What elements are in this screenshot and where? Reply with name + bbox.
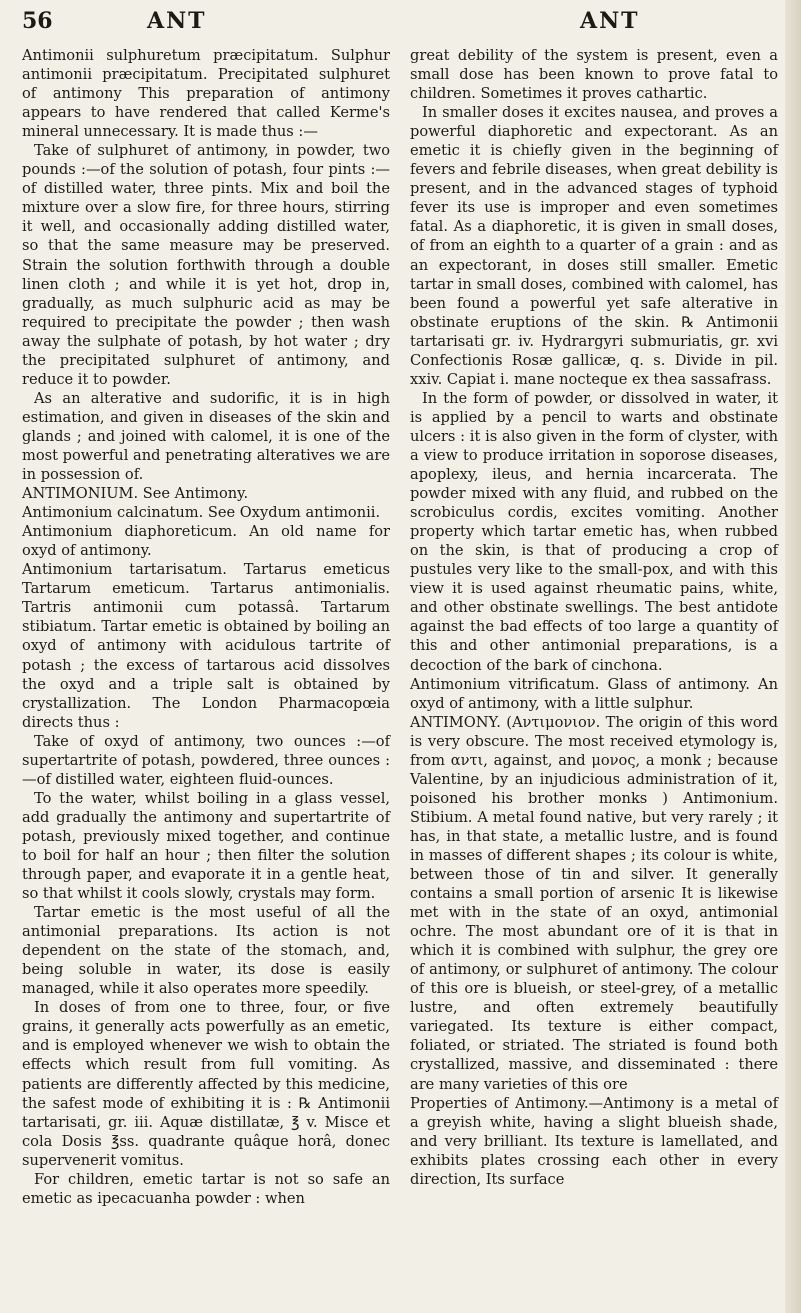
recipe-sulphuret: Take of sulphuret of antimony, in powder, two pounds :—of the solution of potash, four pints :—of distilled water, three pints. Mix and boil the mixture over a slow fire, for three hours, stirring it well, and occasionally adding distilled water, so that the same measure may be preserved. Strain the solution forthwith through a double linen cloth ; and while it is yet hot, drop in, gradually, as much sulphuric acid as may be required to precipitate the powder ; then wash away the sulphate of potash, by hot water ; dry the precipitated sulphuret of antimony, and reduce it to powder. [22,142,390,388]
entry-antimonium-tartarisatum: Antimonium tartarisatum. Tartarus emeticus Tartarum emeticum. Tartarus antimonialis. Tartris antimonii cum potassâ. Tartarum stibiatum. Tartar emetic is obtained by boiling an oxyd of antimony with acidulous tartrite of potash ; the excess of tartarous acid dissolves the oxyd and a triple salt is obtained by crystallization. The London Pharmacopœia directs thus : [22,561,390,731]
paragraph-preparation: To the water, whilst boiling in a glass vessel, add gradually the antimony and supertartrite of potash, previously mixed together, and continue to boil for half an hour ; then filter the solution through paper, and evaporate it in a gentle heat, so that whilst it cools slowly, crystals may form. [22,789,390,903]
entry-antimony: ANTIMONY. (Αντιμονιον. The origin of this word is very obscure. The most received etymology is, from αντι, against, and μονος, a monk ; because Valentine, by an injudicious administration of it, poisoned his brother monks ) Antimonium. Stibium. A metal found native, but very rarely ; it has, in that state, a metallic lustre, and is found in masses of different shapes ; its colour is white, between those of tin and silver. It generally contains a small portion of arsenic It is likewise met with in the state of an oxyd, antimonial ochre. The most abundant ore of it is that in which it is combined with sulphur, the grey ore of antimony, or sulphuret of antimony. The colour of this ore is blueish, or steel-grey, of a metallic lustre, and often extremely beautifully variegated. Its texture is either compact, foliated, or striated. The striated is found both crystallized, massive, and disseminated : there are many varieties of this ore [410,713,778,1093]
entry-antimonium-diaphoreticum: Antimonium diaphoreticum. An old name for oxyd of antimony. [22,523,390,560]
paragraph-alterative: As an alterative and sudorific, it is in high estimation, and given in diseases of the skin and glands ; and joined with calomel, it is one of the most powerful and penetrating alteratives we are in possession of. [22,389,390,484]
entry-antimonium: ANTIMONIUM. See Antimony. [22,485,249,503]
page-number: 56 [22,8,53,34]
left-running-head: ANT [147,8,207,34]
paragraph-children: For children, emetic tartar is not so safe an emetic as ipecacuanha powder : when [22,1170,390,1207]
paragraph-usefulness: Tartar emetic is the most useful of all the antimonial preparations. Its action is not dependent on the state of the stomach, and, being soluble in water, its dose is easily managed, while it also operates more speedily. [22,904,390,998]
paragraph-properties: Properties of Antimony.—Antimony is a metal of a greyish white, having a slight blueish shade, and very brilliant. Its texture is lamellated, and exhibits plates crossing each other in every direction, Its surface [410,1094,778,1188]
paragraph-debility: great debility of the system is present, even a small dose has been known to prove fatal to children. Sometimes it proves cathartic. [410,47,778,103]
paragraph-doses: In doses of from one to three, four, or five grains, it generally acts powerfully as an emetic, and is employed whenever we wish to obtain the effects which result from full vomiting. As patients are differently affected by this medicine, the safest mode of exhibiting it is : ℞ Antimonii tartarisati, gr. iii. Aquæ distillatæ, ℥ v. Misce et cola Dosis ℥ss. quadrante quâque horâ, donec supervenerit vomitus. [22,999,390,1169]
left-column [22,46,390,1208]
paragraph-powder-form: In the form of powder, or dissolved in water, it is applied by a pencil to warts and obstinate ulcers : it is also given in the form of clyster, with a view to produce irritation in soporose diseases, apoplexy, ileus, and hernia incarcerata. The powder mixed with any fluid, and rubbed on the scrobiculus cordis, excites vomiting. Another property which tartar emetic has, when rubbed on the skin, is that of producing a crop of pustules very like to the small-pox, and with this view it is used against rheumatic pains, white, and other obstinate swellings. The best antidote against the bad effects of too large a quantity of this and other antimonial preparations, is a decoction of the bark of cinchona. [410,389,778,674]
right-column [410,46,778,1189]
right-running-head: ANT [580,8,640,34]
page-edge [785,0,801,1313]
recipe-tartar-emetic: Take of oxyd of antimony, two ounces :—of supertartrite of potash, powdered, three ounces :—of distilled water, eighteen fluid-ounces. [22,732,390,788]
entry-antimonium-calcinatum: Antimonium calcinatum. See Oxydum antimonii. [22,504,381,522]
entry-antimonii-sulphuretum: Antimonii sulphuretum præcipitatum. Sulphur antimonii præcipitatum. Precipitated sulphuret of antimony This preparation of antimony appears to have rendered that called Kerme's mineral unnecessary. It is made thus :— [22,47,390,141]
paragraph-smaller-doses: In smaller doses it excites nausea, and proves a powerful diaphoretic and expectorant. As an emetic it is chiefly given in the beginning of fevers and febrile diseases, when great debility is present, and in the advanced stages of typhoid fever its use is improper and even sometimes fatal. As a diaphoretic, it is given in small doses, of from an eighth to a quarter of a grain : and as an expectorant, in doses still smaller. Emetic tartar in small doses, combined with calomel, has been found a powerful yet safe alterative in obstinate eruptions of the skin. ℞ Antimonii tartarisati gr. iv. Hydrargyri submuriatis, gr. xvi Confectionis Rosæ gallicæ, q. s. Divide in pil. xxiv. Capiat i. mane nocteque ex thea sassafrass. [410,104,778,388]
running-header [22,8,778,38]
entry-antimonium-vitrificatum: Antimonium vitrificatum. Glass of antimony. An oxyd of antimony, with a little sulphur. [410,675,778,712]
